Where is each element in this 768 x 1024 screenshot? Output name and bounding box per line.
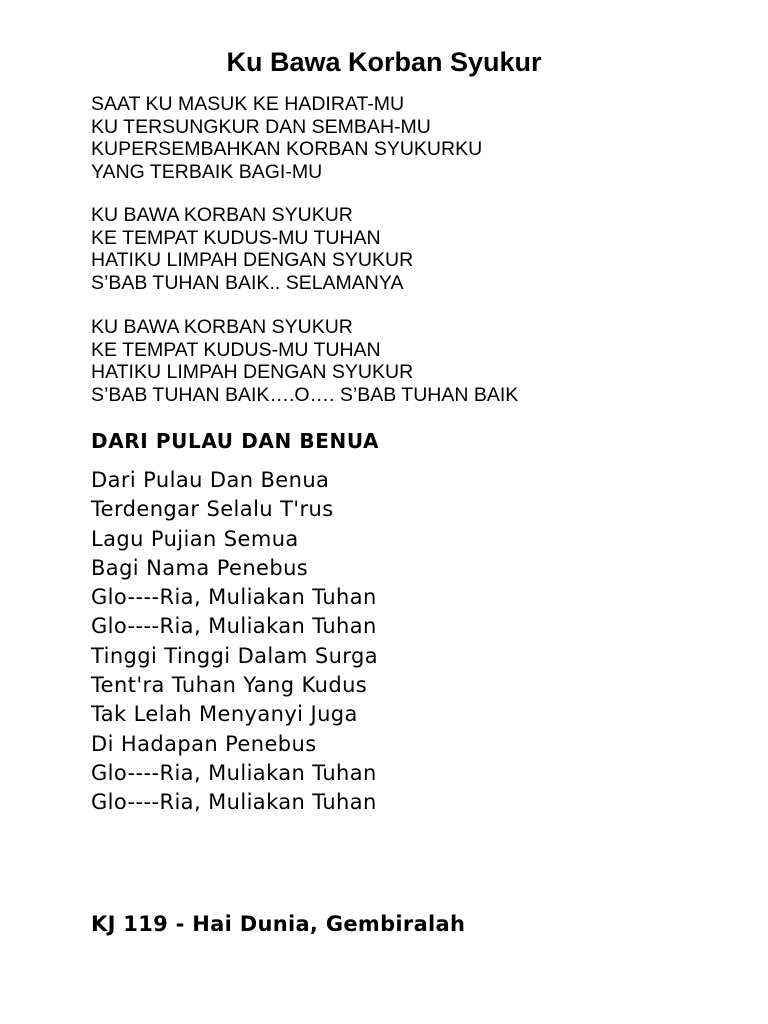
lyric-line: S’BAB TUHAN BAIK.. SELAMANYA [91,271,404,294]
lyric-line: SAAT KU MASUK KE HADIRAT-MU [91,93,405,115]
lyric-line: HATIKU LIMPAH DENGAN SYUKUR [91,249,414,271]
lyric-line: Glo----Ria, Muliakan Tuhan [91,760,377,785]
song-title-kj-119: KJ 119 - Hai Dunia, Gembiralah [91,912,466,936]
stanza-1 [91,93,482,183]
lyric-line: Glo----Ria, Muliakan Tuhan [91,585,377,610]
lyric-line: S’BAB TUHAN BAIK….O…. S’BAB TUHAN BAIK [91,383,519,406]
lyric-line: Lagu Pujian Semua [91,526,299,551]
lyric-line: Bagi Nama Penebus [91,555,309,580]
lyric-line: KU BAWA KORBAN SYUKUR [91,204,353,226]
lyric-line: YANG TERBAIK BAGI-MU [91,160,323,183]
lyric-line: Terdengar Selalu T'rus [91,497,334,522]
lyric-line: Glo----Ria, Muliakan Tuhan [91,790,377,815]
stanza-2 [91,204,413,294]
song2-lyrics [91,466,378,818]
lyric-line: Tent'ra Tuhan Yang Kudus [91,673,368,698]
lyric-line: KE TEMPAT KUDUS-MU TUHAN [91,226,381,249]
lyric-line: Dari Pulau Dan Benua [91,468,330,492]
song-title-dari-pulau-dan-benua: DARI PULAU DAN BENUA [91,429,380,453]
lyric-line: KUPERSEMBAHKAN KORBAN SYUKURKU [91,138,483,160]
lyric-line: Di Hadapan Penebus [91,731,317,756]
lyric-line: KE TEMPAT KUDUS-MU TUHAN [91,338,381,361]
lyric-line: Tak Lelah Menyanyi Juga [91,702,358,727]
lyric-line: HATIKU LIMPAH DENGAN SYUKUR [91,361,414,383]
lyric-line: Glo----Ria, Muliakan Tuhan [91,614,377,639]
stanza-3 [91,316,518,406]
song-title-ku-bawa-korban-syukur: Ku Bawa Korban Syukur [226,47,542,77]
lyric-line: KU BAWA KORBAN SYUKUR [91,316,353,338]
lyric-line: KU TERSUNGKUR DAN SEMBAH-MU [91,115,431,138]
lyric-line: Tinggi Tinggi Dalam Surga [91,643,378,668]
